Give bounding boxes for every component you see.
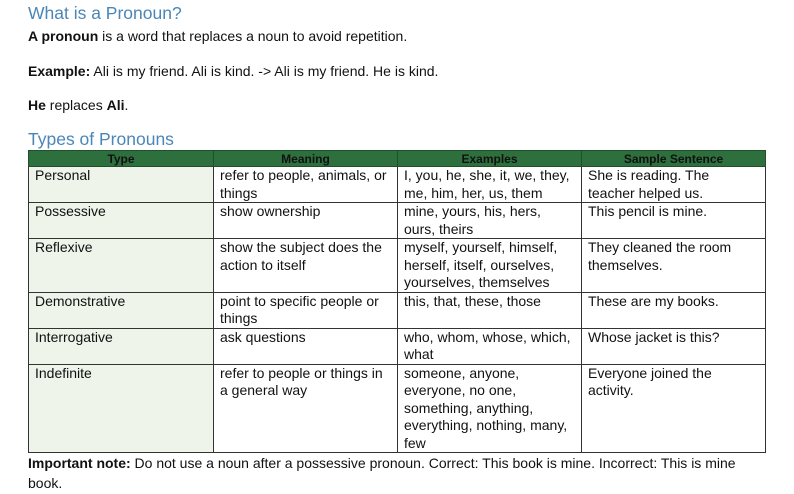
- cell-type: Indefinite: [29, 364, 214, 453]
- cell-examples: mine, yours, his, hers, ours, theirs: [398, 203, 582, 239]
- cell-sentence: She is reading. The teacher helped us.: [582, 167, 766, 203]
- column-header-sentence: Sample Sentence: [582, 151, 766, 167]
- table-row: [29, 167, 766, 203]
- cell-meaning: ask questions: [214, 328, 398, 364]
- cell-examples: myself, yourself, himself, herself, itself, ourselves, yourselves, themselves: [398, 239, 582, 293]
- important-note: [28, 453, 768, 493]
- document-page: [28, 0, 768, 493]
- cell-examples: I, you, he, she, it, we, they, me, him, her, us, them: [398, 167, 582, 203]
- example-label: Example:: [28, 63, 91, 79]
- cell-examples: who, whom, whose, which, what: [398, 328, 582, 364]
- example-text: Ali is my friend. Ali is kind. -> Ali is my friend. He is kind.: [90, 63, 439, 79]
- table-row: [29, 292, 766, 328]
- pronoun-types-table: [28, 150, 766, 453]
- replaces-verb: replaces: [45, 97, 107, 113]
- replaces-pronoun: He: [28, 97, 46, 113]
- definition-text: is a word that replaces a noun to avoid repetition.: [98, 28, 408, 44]
- cell-sentence: Everyone joined the activity.: [582, 364, 766, 453]
- section-heading: Types of Pronouns: [28, 129, 174, 149]
- column-header-type: Type: [29, 151, 214, 167]
- cell-type: Reflexive: [29, 239, 214, 293]
- cell-sentence: They cleaned the room themselves.: [582, 239, 766, 293]
- cell-examples: someone, anyone, everyone, no one, something, anything, everything, nothing, many, few: [398, 364, 582, 453]
- definition-term: A pronoun: [28, 28, 99, 44]
- table-row: [29, 239, 766, 293]
- column-header-meaning: Meaning: [214, 151, 398, 167]
- note-text: Do not use a noun after a possessive pronoun. Correct: This book is mine. Incorrect: This is mine book.: [28, 455, 736, 491]
- cell-type: Demonstrative: [29, 292, 214, 328]
- table-row: [29, 328, 766, 364]
- cell-type: Personal: [29, 167, 214, 203]
- cell-type: Interrogative: [29, 328, 214, 364]
- cell-meaning: point to specific people or things: [214, 292, 398, 328]
- page-title: What is a Pronoun?: [28, 3, 182, 23]
- cell-meaning: refer to people, animals, or things: [214, 167, 398, 203]
- note-label: Important note:: [28, 455, 131, 471]
- table-header-row: [29, 151, 766, 167]
- column-header-examples: Examples: [398, 151, 582, 167]
- cell-meaning: show the subject does the action to itself: [214, 239, 398, 293]
- replaces-paragraph: [28, 96, 768, 114]
- cell-meaning: show ownership: [214, 203, 398, 239]
- cell-examples: this, that, these, those: [398, 292, 582, 328]
- table-row: [29, 203, 766, 239]
- replaces-period: .: [124, 97, 129, 113]
- definition-paragraph: [28, 27, 768, 45]
- cell-meaning: refer to people or things in a general way: [214, 364, 398, 453]
- table-row: [29, 364, 766, 453]
- cell-sentence: These are my books.: [582, 292, 766, 328]
- example-paragraph: [28, 62, 768, 80]
- replaces-noun: Ali: [106, 97, 125, 113]
- cell-type: Possessive: [29, 203, 214, 239]
- cell-sentence: Whose jacket is this?: [582, 328, 766, 364]
- cell-sentence: This pencil is mine.: [582, 203, 766, 239]
